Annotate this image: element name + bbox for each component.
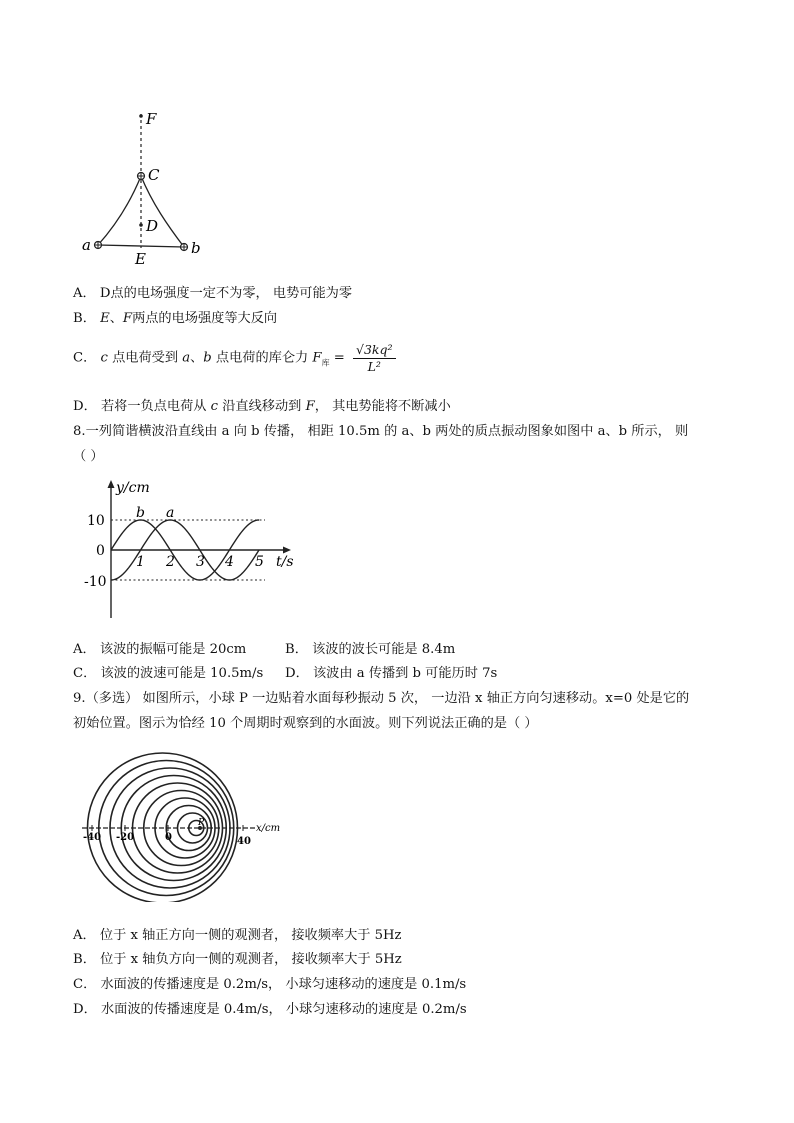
x-axis-label: t/s (276, 554, 294, 570)
triangle-figure (70, 108, 220, 276)
label-a: a (82, 236, 91, 254)
wave-tick-neg20: -20 (116, 832, 135, 843)
q8-option-c: C． 该波的波速可能是 10.5m/s (73, 666, 264, 681)
curve-label-b: b (136, 505, 145, 521)
label-c: C (148, 166, 160, 184)
q9-option-b: B． 位于 x 轴负方向一侧的观测者， 接收频率大于 5Hz (73, 952, 402, 967)
q9-option-c: C． 水面波的传播速度是 0.2m/s， 小球匀速移动的速度是 0.1m/s (73, 977, 467, 992)
point-d (139, 223, 143, 227)
wave-axis-label: x/cm (256, 823, 281, 834)
side-cb (141, 176, 184, 247)
x-tick-3: 3 (196, 554, 205, 570)
y-axis-arrow (108, 480, 115, 488)
q7-option-b: B． E、F两点的电场强度等大反向 (73, 311, 278, 326)
q8-stem-line2: （ ） (73, 449, 104, 464)
water-wave-figure (80, 752, 290, 902)
y-axis-label: y/cm (116, 480, 150, 496)
q8-option-b: B． 该波的波长可能是 8.4m (285, 642, 456, 657)
q7-option-d: D． 若将一负点电荷从 c 沿直线移动到 F， 其电势能将不断减小 (73, 399, 451, 414)
vibration-graph (80, 478, 305, 626)
y-tick-neg10: -10 (84, 574, 107, 590)
label-e: E (135, 250, 146, 268)
side-ac (98, 176, 141, 245)
q8-option-a: A． 该波的振幅可能是 20cm (73, 642, 247, 657)
label-p: P (198, 818, 205, 828)
q9-option-d: D． 水面波的传播速度是 0.4m/s， 小球匀速移动的速度是 0.2m/s (73, 1002, 467, 1017)
point-f (139, 114, 143, 118)
wave-tick-0: 0 (165, 832, 172, 843)
x-tick-1: 1 (136, 554, 145, 570)
x-tick-4: 4 (225, 554, 234, 570)
q7-option-c: C． c 点电荷受到 a、b 点电荷的库仑力 $F_库$ = $\frac{\text{√3kq²}}{\text{L²}}$ (73, 342, 396, 375)
curve-label-a: a (166, 505, 175, 521)
y-tick-10: 10 (87, 513, 105, 529)
q9-stem-line1: 9.（多选） 如图所示，小球 P 一边贴着水面每秒振动 5 次， 一边沿 x 轴正方向匀速移动。x=0 处是它的 (73, 691, 690, 706)
x-axis-arrow (283, 547, 291, 554)
q9-stem-line2: 初始位置。图示为恰经 10 个周期时观察到的水面波。则下列说法正确的是（ ） (73, 716, 538, 731)
q9-option-a: A． 位于 x 轴正方向一侧的观测者， 接收频率大于 5Hz (73, 928, 402, 943)
q7-option-a: A． D点的电场强度一定不为零， 电势可能为零 (73, 286, 353, 301)
label-f: F (146, 110, 157, 128)
wave-tick-neg40: -40 (83, 832, 102, 843)
coulomb-force-fraction: $\frac{\text{√3kq²}}{\text{L²}}$ (353, 342, 396, 375)
x-tick-2: 2 (166, 554, 175, 570)
label-d: D (146, 217, 159, 235)
q8-stem-line1: 8.一列简谐横波沿直线由 a 向 b 传播， 相距 10.5m 的 a、b 两处的质点振动图象如图中 a、b 所示， 则 (73, 424, 689, 439)
label-b: b (191, 239, 201, 257)
x-tick-5: 5 (255, 554, 264, 570)
wave-tick-40: 40 (237, 836, 251, 847)
q8-option-d: D． 该波由 a 传播到 b 可能历时 7s (285, 666, 498, 681)
y-tick-0: 0 (96, 543, 105, 559)
